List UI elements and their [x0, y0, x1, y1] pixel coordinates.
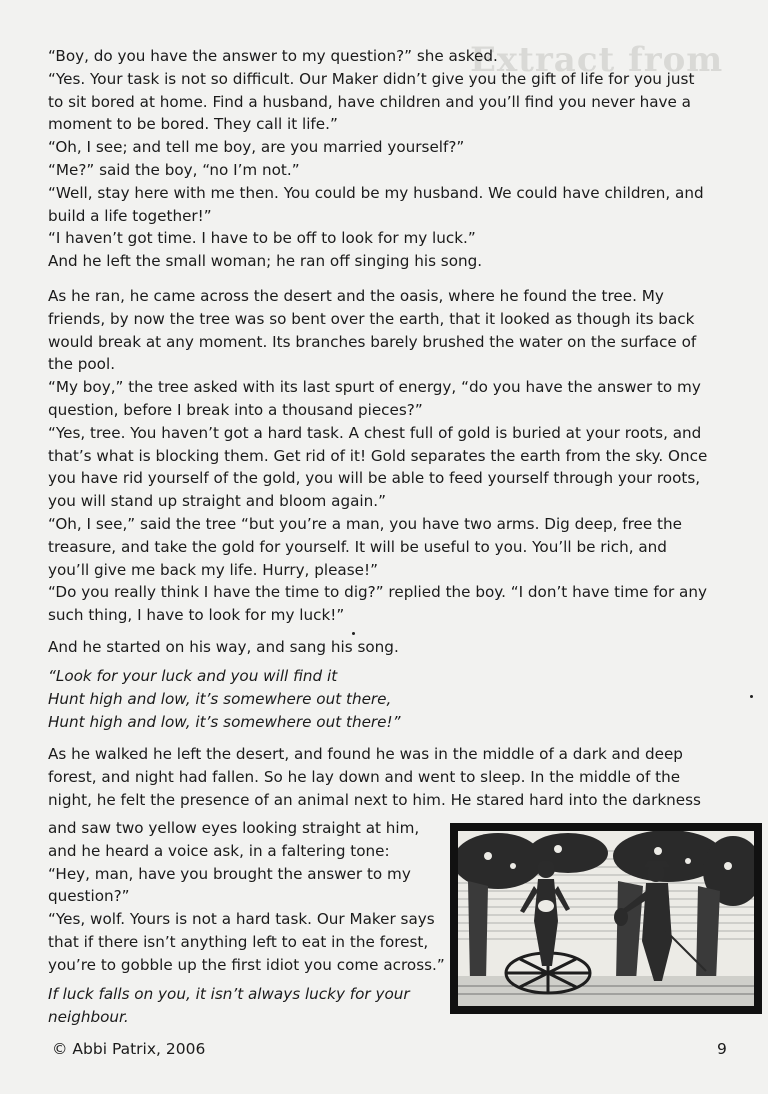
text-line: and he heard a voice ask, in a faltering tone: — [48, 841, 390, 860]
copyright-notice: © Abbi Patrix, 2006 — [52, 1040, 206, 1058]
paragraph-tree — [48, 285, 728, 627]
text-line: forest, and night had fallen. So he lay down and went to sleep. In the middle of the — [48, 767, 681, 786]
text-line: to sit bored at home. Find a husband, have children and you’ll find you never have a — [48, 92, 691, 111]
text-line: and saw two yellow eyes looking straight at him, — [48, 819, 420, 837]
text-line: friends, by now the tree was so bent over the earth, that it looked as though its back — [48, 309, 695, 328]
text-line: “I haven’t got time. I have to be off to look for my luck.” — [48, 229, 476, 248]
text-line: treasure, and take the gold for yourself. It will be useful to you. You’ll be rich, and — [48, 537, 667, 556]
paragraph-started — [48, 636, 728, 659]
text-line: “Yes, wolf. Yours is not a hard task. Our Maker says — [48, 910, 435, 929]
text-line: “Hey, man, have you brought the answer to my — [48, 864, 411, 883]
text-line: “Boy, do you have the answer to my question?” she asked. — [48, 47, 498, 65]
text-line: As he walked he left the desert, and found he was in the middle of a dark and deep — [48, 745, 683, 763]
text-line: “Oh, I see,” said the tree “but you’re a man, you have two arms. Dig deep, free the — [48, 514, 682, 533]
woodcut-scene — [458, 831, 754, 1006]
ground — [458, 976, 754, 1006]
song-line: Hunt high and low, it’s somewhere out there!” — [48, 712, 401, 731]
text-line: question?” — [48, 887, 130, 906]
paragraph-small-woman — [48, 45, 728, 273]
text-line: moment to be bored. They call it life.” — [48, 115, 338, 134]
page-number: 9 — [717, 1040, 727, 1058]
text-line: question, before I break into a thousand pieces?” — [48, 400, 423, 419]
text-line: “My boy,” the tree asked with its last spurt of energy, “do you have the answer to my — [48, 378, 701, 397]
text-line: “Yes. Your task is not so difficult. Our Maker didn’t give you the gift of life for you just — [48, 69, 695, 88]
money-bag-icon — [614, 908, 628, 926]
moral-line: neighbour. — [48, 1007, 129, 1026]
song-verse — [48, 665, 728, 733]
text-line: As he ran, he came across the desert and the oasis, where he found the tree. My — [48, 287, 664, 305]
text-line: you’re to gobble up the first idiot you come across.” — [48, 955, 445, 974]
text-line: night, he felt the presence of an animal next to him. He stared hard into the darkness — [48, 790, 701, 809]
paragraph-wolf — [48, 817, 448, 977]
text-line: build a life together!” — [48, 206, 212, 225]
text-line: that’s what is blocking them. Get rid of it! Gold separates the earth from the sky. Once — [48, 446, 708, 465]
text-line: “Oh, I see; and tell me boy, are you married yourself?” — [48, 138, 465, 157]
text-line: you will stand up straight and bloom again.” — [48, 492, 386, 511]
text-line: you’ll give me back my life. Hurry, please!” — [48, 560, 378, 579]
text-line: And he started on his way, and sang his song. — [48, 638, 399, 656]
text-line: “Do you really think I have the time to dig?” replied the boy. “I don’t have time for any — [48, 583, 707, 602]
print-speck — [750, 695, 753, 698]
print-speck — [352, 632, 355, 635]
moral — [48, 983, 448, 1029]
text-line: “Well, stay here with me then. You could be my husband. We could have children, and — [48, 183, 704, 202]
paragraph-forest — [48, 743, 728, 811]
text-line: “Me?” said the boy, “no I’m not.” — [48, 160, 300, 179]
bleed-through-heading: Extract from — [470, 40, 724, 80]
text-line: “Yes, tree. You haven’t got a hard task. A chest full of gold is buried at your roots, and — [48, 423, 702, 442]
text-line: would break at any moment. Its branches barely brushed the water on the surface of — [48, 332, 697, 351]
woodcut-illustration — [450, 823, 762, 1014]
text-line: such thing, I have to look for my luck!” — [48, 606, 345, 625]
moral-line: If luck falls on you, it isn’t always lucky for your — [48, 985, 410, 1003]
song-line: “Look for your luck and you will find it — [48, 667, 338, 685]
song-line: Hunt high and low, it’s somewhere out there, — [48, 689, 392, 708]
text-line: you have rid yourself of the gold, you will be able to feed yourself through your roots, — [48, 469, 701, 488]
text-line: And he left the small woman; he ran off singing his song. — [48, 252, 483, 271]
text-line: the pool. — [48, 355, 116, 374]
text-line: that if there isn’t anything left to eat in the forest, — [48, 932, 429, 951]
